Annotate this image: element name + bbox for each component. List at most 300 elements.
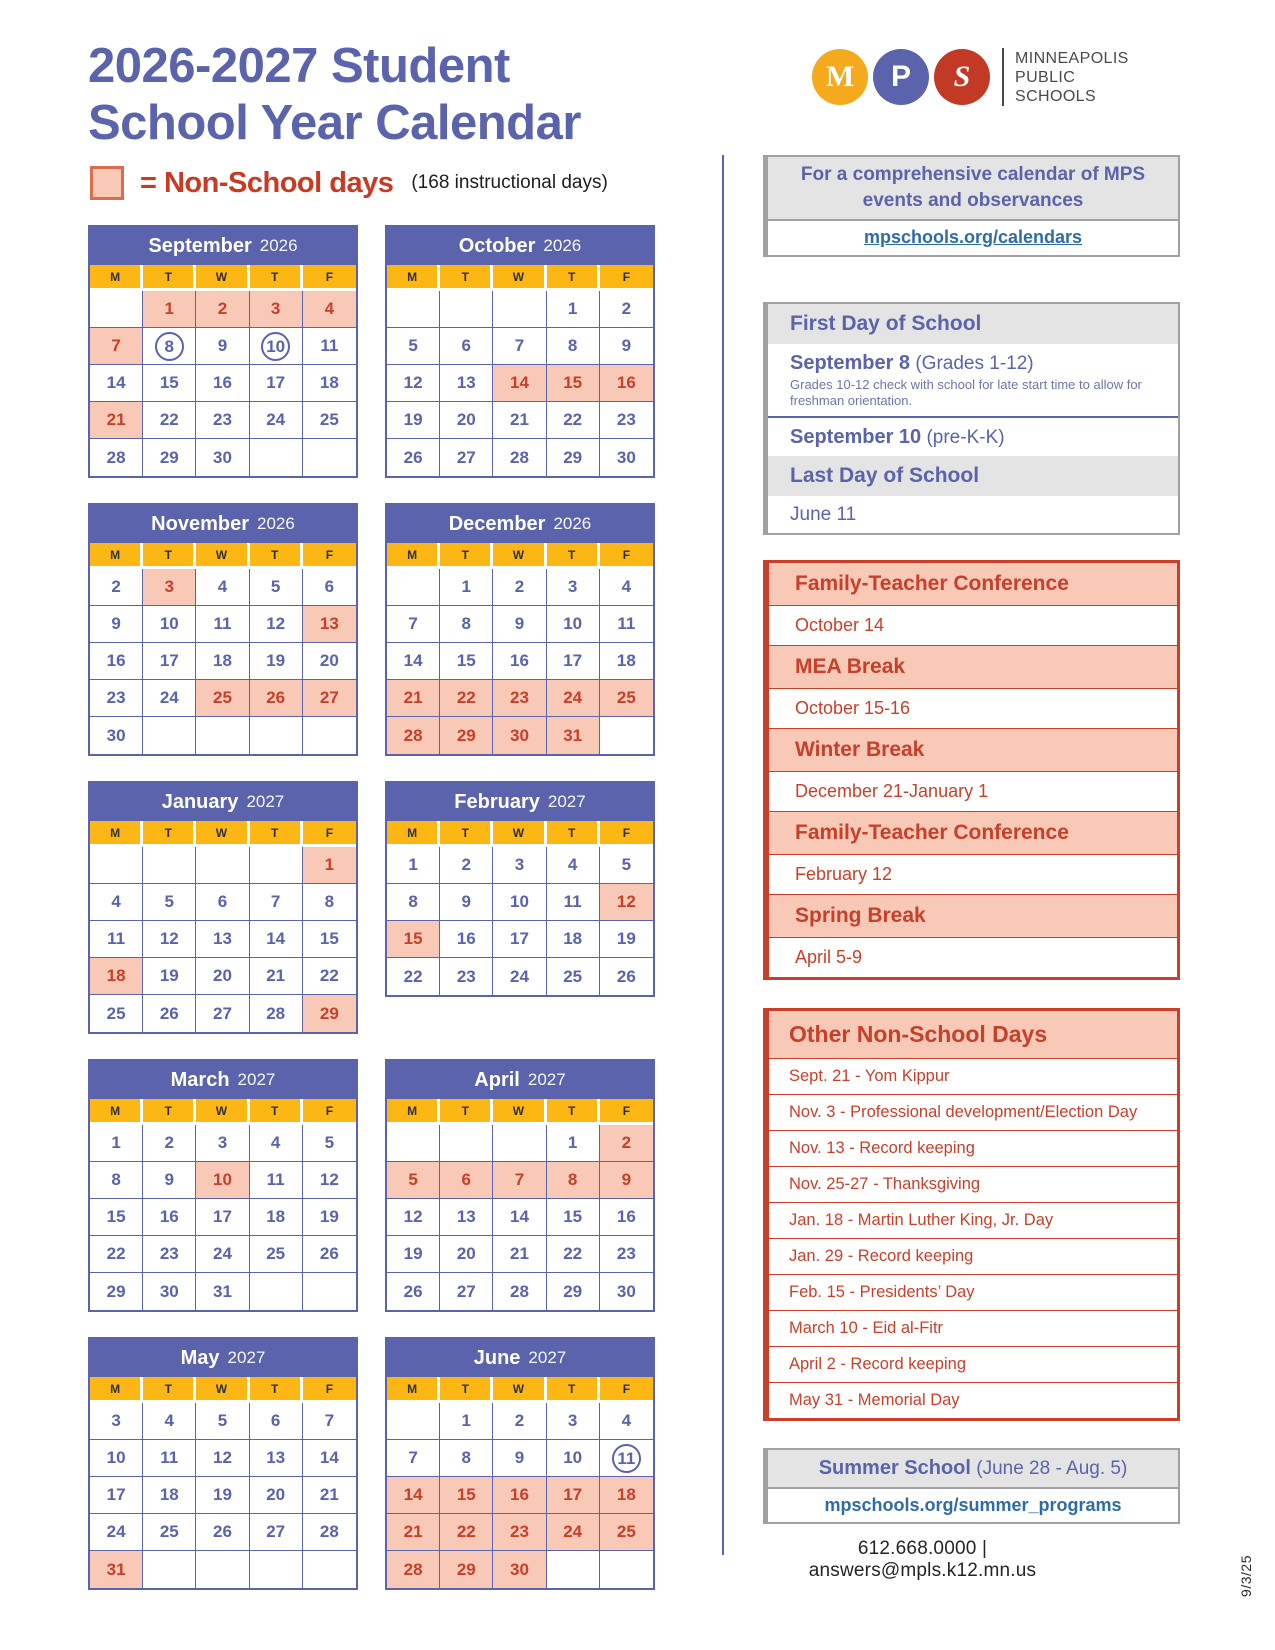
day-of-week-header: T xyxy=(547,1099,600,1125)
day-cell: 28 xyxy=(303,1514,356,1551)
month-header xyxy=(90,505,356,543)
day-of-week-header: F xyxy=(600,265,653,291)
week-row xyxy=(90,365,356,402)
day-cell: 18 xyxy=(143,1477,196,1514)
day-of-week-header: M xyxy=(90,821,143,847)
day-cell: 4 xyxy=(600,569,653,606)
non-school-day-cell: 14 xyxy=(493,365,546,402)
day-cell: 30 xyxy=(143,1273,196,1310)
non-school-day-cell: 23 xyxy=(493,680,546,717)
non-school-day-cell: 28 xyxy=(387,717,440,754)
day-cell: 20 xyxy=(440,1236,493,1273)
day-cell: 16 xyxy=(600,1199,653,1236)
day-cell: 7 xyxy=(387,1440,440,1477)
week-row xyxy=(90,1273,356,1310)
day-of-week-header: M xyxy=(387,821,440,847)
day-cell: 9 xyxy=(143,1162,196,1199)
non-school-day-cell: 2 xyxy=(600,1125,653,1162)
non-school-day-item: Jan. 29 - Record keeping xyxy=(769,1238,1177,1274)
month-header xyxy=(387,783,653,821)
month-april xyxy=(385,1059,655,1312)
month-name: February xyxy=(454,790,540,813)
week-row xyxy=(387,717,653,754)
week-row xyxy=(387,1440,653,1477)
non-school-day-cell: 14 xyxy=(387,1477,440,1514)
month-name: March xyxy=(170,1068,230,1091)
day-of-week-header: W xyxy=(493,1099,546,1125)
day-cell: 12 xyxy=(387,365,440,402)
day-cell: 9 xyxy=(493,606,546,643)
month-year: 2027 xyxy=(237,1070,276,1089)
day-cell: 13 xyxy=(196,921,249,958)
day-cell xyxy=(143,328,196,365)
day-cell: 26 xyxy=(303,1236,356,1273)
break-date: October 14 xyxy=(769,605,1177,646)
empty-cell xyxy=(493,291,546,328)
day-cell: 16 xyxy=(440,921,493,958)
day-cell: 1 xyxy=(547,291,600,328)
week-row xyxy=(90,717,356,754)
empty-cell xyxy=(303,717,356,754)
week-row xyxy=(90,1403,356,1440)
non-school-day-cell: 24 xyxy=(547,1514,600,1551)
legend-note: (168 instructional days) xyxy=(411,172,608,193)
empty-cell xyxy=(250,1273,303,1310)
empty-cell xyxy=(196,717,249,754)
break-title: Spring Break xyxy=(769,895,1177,937)
week-row xyxy=(90,958,356,995)
day-of-week-header: F xyxy=(303,821,356,847)
day-cell: 19 xyxy=(387,402,440,439)
month-december xyxy=(385,503,655,756)
day-cell: 31 xyxy=(196,1273,249,1310)
week-row xyxy=(387,1403,653,1440)
non-school-day-cell: 25 xyxy=(600,1514,653,1551)
day-of-week-header: T xyxy=(143,821,196,847)
day-cell: 7 xyxy=(493,328,546,365)
day-of-week-row xyxy=(387,821,653,847)
day-cell: 5 xyxy=(143,884,196,921)
non-school-day-cell: 12 xyxy=(600,884,653,921)
logo-org-line2: PUBLIC xyxy=(1015,68,1076,86)
month-table xyxy=(90,1377,356,1588)
day-cell: 23 xyxy=(600,1236,653,1273)
day-cell: 4 xyxy=(143,1403,196,1440)
non-school-day-cell: 8 xyxy=(547,1162,600,1199)
non-school-day-cell: 29 xyxy=(440,1551,493,1588)
logo-org-line1: MINNEAPOLIS xyxy=(1015,49,1129,67)
day-cell: 10 xyxy=(547,1440,600,1477)
day-cell: 8 xyxy=(440,1440,493,1477)
non-school-day-item: Jan. 18 - Martin Luther King, Jr. Day xyxy=(769,1202,1177,1238)
day-cell: 18 xyxy=(250,1199,303,1236)
month-name: September xyxy=(148,234,252,257)
day-of-week-row xyxy=(387,1377,653,1403)
day-of-week-header: M xyxy=(387,1099,440,1125)
day-cell: 2 xyxy=(440,847,493,884)
day-cell: 2 xyxy=(493,1403,546,1440)
non-school-day-cell: 1 xyxy=(143,291,196,328)
day-cell: 17 xyxy=(250,365,303,402)
day-cell: 15 xyxy=(440,643,493,680)
non-school-day-cell: 23 xyxy=(493,1514,546,1551)
breaks-box xyxy=(763,560,1180,980)
day-of-week-header: T xyxy=(250,821,303,847)
day-of-week-row xyxy=(387,543,653,569)
non-school-day-cell: 30 xyxy=(493,1551,546,1588)
week-row xyxy=(387,847,653,884)
month-table xyxy=(387,1377,653,1588)
day-of-week-header: W xyxy=(196,1099,249,1125)
week-row xyxy=(90,328,356,365)
break-title: MEA Break xyxy=(769,646,1177,688)
day-cell: 13 xyxy=(250,1440,303,1477)
day-cell: 2 xyxy=(493,569,546,606)
day-cell: 9 xyxy=(600,328,653,365)
day-cell: 10 xyxy=(547,606,600,643)
day-of-week-row xyxy=(387,265,653,291)
day-cell: 22 xyxy=(90,1236,143,1273)
title-word-student: Student xyxy=(317,39,510,93)
day-of-week-header: W xyxy=(196,543,249,569)
day-cell: 17 xyxy=(547,643,600,680)
month-year: 2026 xyxy=(256,514,295,533)
day-cell: 29 xyxy=(90,1273,143,1310)
month-name: April xyxy=(474,1068,520,1091)
day-cell: 5 xyxy=(250,569,303,606)
day-cell: 23 xyxy=(143,1236,196,1273)
day-cell: 23 xyxy=(600,402,653,439)
day-of-week-header: M xyxy=(387,543,440,569)
day-cell: 17 xyxy=(196,1199,249,1236)
day-of-week-row xyxy=(90,1377,356,1403)
day-cell: 1 xyxy=(440,1403,493,1440)
week-row xyxy=(90,1162,356,1199)
day-cell: 2 xyxy=(600,291,653,328)
month-name: May xyxy=(180,1346,220,1369)
day-of-week-row xyxy=(90,265,356,291)
day-cell: 29 xyxy=(143,439,196,476)
month-table xyxy=(387,1099,653,1310)
day-cell: 22 xyxy=(547,402,600,439)
day-cell: 28 xyxy=(250,995,303,1032)
first-day-item-grades-1-12 xyxy=(768,344,1178,416)
day-of-week-header: T xyxy=(143,543,196,569)
non-school-day-cell: 15 xyxy=(547,365,600,402)
day-cell: 28 xyxy=(90,439,143,476)
day-cell: 3 xyxy=(90,1403,143,1440)
day-cell: 15 xyxy=(547,1199,600,1236)
empty-cell xyxy=(493,1125,546,1162)
non-school-day-cell: 9 xyxy=(600,1162,653,1199)
prek-date: September 10 xyxy=(790,426,922,448)
week-row xyxy=(90,995,356,1032)
day-cell: 19 xyxy=(387,1236,440,1273)
week-row xyxy=(90,606,356,643)
empty-cell xyxy=(303,1551,356,1588)
day-cell: 26 xyxy=(143,995,196,1032)
column-divider xyxy=(722,155,724,1555)
day-of-week-header: T xyxy=(547,1377,600,1403)
day-cell: 24 xyxy=(196,1236,249,1273)
day-cell: 20 xyxy=(303,643,356,680)
title-line2: School Year Calendar xyxy=(88,96,581,150)
page-title xyxy=(88,38,581,152)
prek-grades: (pre-K-K) xyxy=(921,427,1005,448)
day-cell: 8 xyxy=(90,1162,143,1199)
day-cell: 25 xyxy=(250,1236,303,1273)
day-cell: 27 xyxy=(250,1514,303,1551)
non-school-day-cell: 7 xyxy=(90,328,143,365)
day-cell: 11 xyxy=(250,1162,303,1199)
day-cell: 20 xyxy=(440,402,493,439)
day-cell: 5 xyxy=(600,847,653,884)
month-header xyxy=(90,1061,356,1099)
day-cell: 30 xyxy=(600,1273,653,1310)
day-cell: 15 xyxy=(143,365,196,402)
non-school-day-cell: 3 xyxy=(143,569,196,606)
day-cell: 21 xyxy=(303,1477,356,1514)
empty-cell xyxy=(387,291,440,328)
day-of-week-header: T xyxy=(547,265,600,291)
month-year: 2027 xyxy=(528,1348,567,1367)
day-of-week-header: T xyxy=(440,1099,493,1125)
non-school-day-cell: 4 xyxy=(303,291,356,328)
week-row xyxy=(90,1551,356,1588)
week-row xyxy=(387,958,653,995)
day-cell: 25 xyxy=(90,995,143,1032)
break-date: April 5-9 xyxy=(769,937,1177,977)
non-school-day-cell: 18 xyxy=(600,1477,653,1514)
months-grid xyxy=(88,225,655,1590)
day-cell: 21 xyxy=(493,1236,546,1273)
non-school-day-item: Nov. 13 - Record keeping xyxy=(769,1130,1177,1166)
empty-cell xyxy=(143,847,196,884)
day-cell: 26 xyxy=(196,1514,249,1551)
day-cell: 8 xyxy=(303,884,356,921)
last-day-date: June 11 xyxy=(790,504,857,525)
revision-date: 9/3/25 xyxy=(1238,1555,1254,1597)
week-row xyxy=(387,680,653,717)
day-of-week-header: M xyxy=(90,543,143,569)
non-school-day-cell: 30 xyxy=(493,717,546,754)
week-row xyxy=(387,643,653,680)
calendars-link[interactable]: mpschools.org/calendars xyxy=(863,227,1083,247)
day-cell: 13 xyxy=(440,365,493,402)
day-cell: 9 xyxy=(90,606,143,643)
day-cell xyxy=(600,1440,653,1477)
day-cell: 27 xyxy=(440,439,493,476)
break-date: December 21-January 1 xyxy=(769,771,1177,812)
day-of-week-row xyxy=(90,1099,356,1125)
non-school-day-cell: 17 xyxy=(547,1477,600,1514)
day-cell: 3 xyxy=(547,569,600,606)
day-of-week-header: W xyxy=(196,821,249,847)
day-cell: 9 xyxy=(440,884,493,921)
day-cell: 12 xyxy=(303,1162,356,1199)
month-year: 2027 xyxy=(527,1070,566,1089)
month-name: January xyxy=(161,790,239,813)
day-of-week-header: T xyxy=(547,543,600,569)
day-cell: 7 xyxy=(303,1403,356,1440)
day-cell: 23 xyxy=(90,680,143,717)
month-table xyxy=(387,543,653,754)
day-cell: 14 xyxy=(303,1440,356,1477)
non-school-day-cell: 25 xyxy=(600,680,653,717)
day-cell: 1 xyxy=(90,1125,143,1162)
week-row xyxy=(90,643,356,680)
legend-label: = Non-School days xyxy=(140,166,394,199)
non-school-day-item: Nov. 3 - Professional development/Election Day xyxy=(769,1094,1177,1130)
day-of-week-row xyxy=(387,1099,653,1125)
week-row xyxy=(387,291,653,328)
day-cell: 14 xyxy=(493,1199,546,1236)
month-table xyxy=(90,821,356,1032)
day-of-week-header: F xyxy=(600,1377,653,1403)
month-header xyxy=(90,227,356,265)
first-day-header: First Day of School xyxy=(768,304,1178,344)
day-of-week-header: T xyxy=(143,1099,196,1125)
day-of-week-header: T xyxy=(250,1099,303,1125)
non-school-day-cell: 6 xyxy=(440,1162,493,1199)
day-of-week-header: W xyxy=(493,265,546,291)
week-row xyxy=(387,402,653,439)
non-school-day-item: Sept. 21 - Yom Kippur xyxy=(769,1058,1177,1094)
week-row xyxy=(90,884,356,921)
logo-org-name xyxy=(1015,49,1129,106)
summer-link-row xyxy=(768,1489,1178,1522)
month-header xyxy=(387,505,653,543)
last-day-item xyxy=(768,496,1178,533)
non-school-day-cell: 1 xyxy=(303,847,356,884)
day-of-week-header: M xyxy=(387,265,440,291)
empty-cell xyxy=(387,1125,440,1162)
day-of-week-header: W xyxy=(196,265,249,291)
day-cell: 1 xyxy=(387,847,440,884)
day-cell: 11 xyxy=(143,1440,196,1477)
day-cell: 22 xyxy=(547,1236,600,1273)
non-school-day-item: Feb. 15 - Presidents’ Day xyxy=(769,1274,1177,1310)
day-of-week-header: M xyxy=(90,1377,143,1403)
day-cell: 24 xyxy=(493,958,546,995)
day-of-week-header: F xyxy=(600,543,653,569)
day-cell: 27 xyxy=(440,1273,493,1310)
week-row xyxy=(90,1477,356,1514)
day-of-week-header: M xyxy=(90,1099,143,1125)
non-school-day-item: March 10 - Eid al-Fitr xyxy=(769,1310,1177,1346)
day-cell: 10 xyxy=(143,606,196,643)
week-row xyxy=(387,1514,653,1551)
day-cell: 7 xyxy=(387,606,440,643)
week-row xyxy=(387,1125,653,1162)
empty-cell xyxy=(303,1273,356,1310)
circled-day: 11 xyxy=(612,1444,641,1473)
summer-school-title: Summer School xyxy=(818,1457,971,1479)
empty-cell xyxy=(387,1403,440,1440)
month-table xyxy=(387,821,653,995)
month-name: December xyxy=(448,512,546,535)
month-march xyxy=(88,1059,358,1312)
month-year: 2027 xyxy=(246,792,285,811)
month-table xyxy=(90,1099,356,1310)
non-school-day-cell: 3 xyxy=(250,291,303,328)
day-of-week-header: T xyxy=(143,265,196,291)
day-cell: 21 xyxy=(493,402,546,439)
week-row xyxy=(387,1551,653,1588)
month-table xyxy=(90,265,356,476)
contact-info: 612.668.0000 | answers@mpls.k12.mn.us xyxy=(808,1538,1037,1581)
week-row xyxy=(90,847,356,884)
day-cell: 4 xyxy=(250,1125,303,1162)
month-header xyxy=(90,1339,356,1377)
day-cell: 3 xyxy=(493,847,546,884)
day-of-week-header: F xyxy=(303,265,356,291)
day-of-week-header: T xyxy=(250,1377,303,1403)
non-school-day-cell: 21 xyxy=(387,680,440,717)
day-cell: 12 xyxy=(196,1440,249,1477)
sidebar xyxy=(763,155,1180,1582)
day-cell: 18 xyxy=(196,643,249,680)
day-cell: 30 xyxy=(90,717,143,754)
empty-cell xyxy=(440,291,493,328)
month-january xyxy=(88,781,358,1034)
month-header xyxy=(387,1061,653,1099)
day-of-week-header: T xyxy=(440,543,493,569)
non-school-days-header: Other Non-School Days xyxy=(769,1011,1177,1058)
week-row xyxy=(387,921,653,958)
day-of-week-header: W xyxy=(196,1377,249,1403)
logo-circle-p: P xyxy=(873,49,929,105)
circled-day: 10 xyxy=(261,332,290,361)
day-cell: 11 xyxy=(303,328,356,365)
non-school-day-cell: 24 xyxy=(547,680,600,717)
circled-day: 8 xyxy=(155,332,184,361)
non-school-day-cell: 26 xyxy=(250,680,303,717)
week-row xyxy=(387,365,653,402)
day-cell: 21 xyxy=(250,958,303,995)
day-cell: 17 xyxy=(143,643,196,680)
month-name: October xyxy=(458,234,536,257)
logo-circle-s: S xyxy=(934,49,990,105)
first-day-date: September 8 xyxy=(790,352,911,374)
day-cell: 14 xyxy=(387,643,440,680)
day-cell: 15 xyxy=(303,921,356,958)
day-cell: 14 xyxy=(90,365,143,402)
non-school-day-cell: 18 xyxy=(90,958,143,995)
day-cell: 16 xyxy=(90,643,143,680)
day-cell: 3 xyxy=(547,1403,600,1440)
month-year: 2026 xyxy=(259,236,298,255)
month-table xyxy=(387,265,653,476)
day-cell: 11 xyxy=(90,921,143,958)
day-cell: 5 xyxy=(303,1125,356,1162)
day-cell: 25 xyxy=(547,958,600,995)
summer-programs-link[interactable]: mpschools.org/summer_programs xyxy=(824,1495,1122,1515)
logo-separator xyxy=(1002,48,1004,106)
day-cell: 9 xyxy=(493,1440,546,1477)
day-cell: 8 xyxy=(547,328,600,365)
events-box-link-row xyxy=(768,221,1178,255)
day-of-week-header: T xyxy=(250,265,303,291)
month-year: 2026 xyxy=(543,236,582,255)
month-year: 2026 xyxy=(553,514,592,533)
logo-circles xyxy=(812,49,995,105)
non-school-day-swatch xyxy=(90,166,124,200)
day-cell: 24 xyxy=(90,1514,143,1551)
day-cell: 15 xyxy=(90,1199,143,1236)
day-cell: 8 xyxy=(440,606,493,643)
day-of-week-row xyxy=(90,543,356,569)
